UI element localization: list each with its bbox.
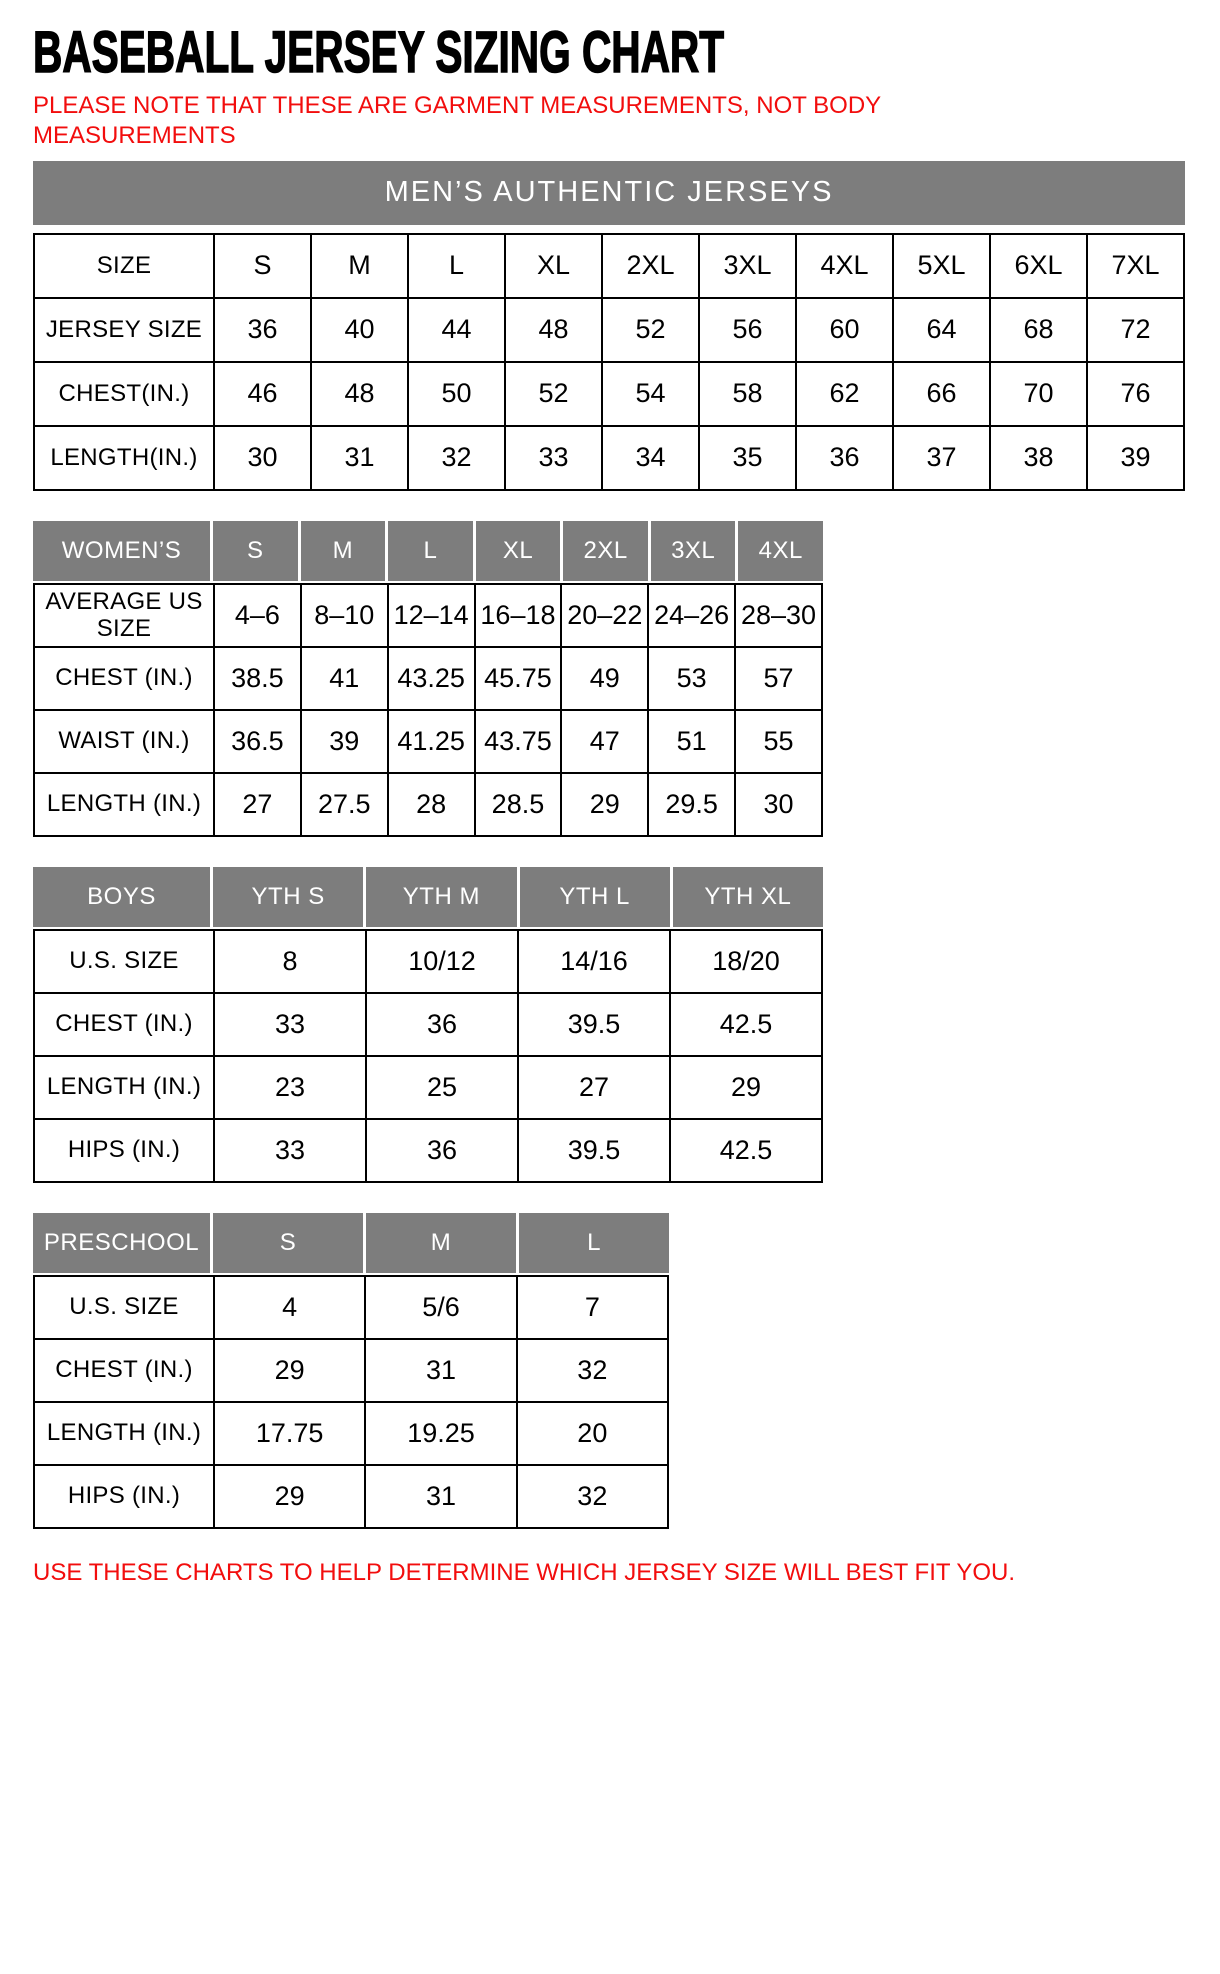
womens-header-row [33,521,823,581]
table-cell: 58 [699,362,796,426]
table-cell: 19.25 [365,1402,516,1465]
row-label: AVERAGE US SIZE [34,584,214,647]
table-cell: 31 [365,1339,516,1402]
table-cell: 3XL [699,234,796,298]
table-row [34,993,822,1056]
table-cell: 42.5 [670,993,822,1056]
table-cell: 6XL [990,234,1087,298]
preschool-sizing-table-section [33,1213,669,1529]
row-label: CHEST (IN.) [34,1339,214,1402]
table-row [34,930,822,993]
row-label: CHEST (IN.) [34,993,214,1056]
table-row [34,234,1184,298]
row-label: LENGTH (IN.) [34,1402,214,1465]
column-header: 2XL [563,521,651,581]
table-cell: 34 [602,426,699,490]
table-cell: 28.5 [475,773,562,836]
womens-table [33,583,823,837]
table-cell: 29 [214,1465,365,1528]
table-cell: 36 [214,298,311,362]
table-row [34,426,1184,490]
table-row [34,584,822,647]
table-cell: 36 [796,426,893,490]
row-label: CHEST(IN.) [34,362,214,426]
table-cell: L [408,234,505,298]
boys-sizing-table-section [33,867,823,1183]
table-row [34,1402,668,1465]
table-row [34,298,1184,362]
table-cell: 40 [311,298,408,362]
table-cell: 36 [366,993,518,1056]
table-cell: 27 [214,773,301,836]
table-row [34,1056,822,1119]
table-cell: 43.75 [475,710,562,773]
table-row [34,1465,668,1528]
table-cell: 2XL [602,234,699,298]
row-label: U.S. SIZE [34,1276,214,1339]
table-cell: 5/6 [365,1276,516,1339]
column-header: 3XL [651,521,739,581]
row-label: SIZE [34,234,214,298]
table-cell: 8 [214,930,366,993]
table-cell: 7XL [1087,234,1184,298]
table-cell: 32 [517,1339,668,1402]
table-cell: 23 [214,1056,366,1119]
table-cell: 35 [699,426,796,490]
table-cell: 55 [735,710,822,773]
preschool-header-row [33,1213,669,1273]
table-cell: 27.5 [301,773,388,836]
table-cell: 24–26 [648,584,735,647]
footer-note: USE THESE CHARTS TO HELP DETERMINE WHICH JERSEY SIZE WILL BEST FIT YOU. [33,1558,1016,1586]
table-row [34,647,822,710]
table-cell: 47 [561,710,648,773]
table-cell: 41.25 [388,710,475,773]
column-header: YTH L [520,867,673,927]
table-cell: 29 [670,1056,822,1119]
table-cell: 30 [735,773,822,836]
table-cell: 5XL [893,234,990,298]
table-cell: 33 [214,1119,366,1182]
column-header: YTH M [366,867,519,927]
table-cell: 64 [893,298,990,362]
table-cell: 31 [311,426,408,490]
boys-header-row [33,867,823,927]
table-cell: 38.5 [214,647,301,710]
table-cell: 52 [505,362,602,426]
column-header: S [213,521,301,581]
column-header: YTH S [213,867,366,927]
table-cell: 51 [648,710,735,773]
table-cell: 25 [366,1056,518,1119]
column-header: L [519,1213,669,1273]
table-cell: 10/12 [366,930,518,993]
table-cell: 44 [408,298,505,362]
table-cell: 16–18 [475,584,562,647]
table-cell: 39 [301,710,388,773]
table-cell: 49 [561,647,648,710]
column-header: M [301,521,389,581]
table-cell: 56 [699,298,796,362]
table-row [34,773,822,836]
table-cell: 52 [602,298,699,362]
row-label: LENGTH (IN.) [34,1056,214,1119]
table-cell: 66 [893,362,990,426]
column-header: L [388,521,476,581]
preschool-table [33,1275,669,1529]
table-cell: 17.75 [214,1402,365,1465]
table-cell: 30 [214,426,311,490]
table-cell: 12–14 [388,584,475,647]
table-cell: 39.5 [518,993,670,1056]
column-header: M [366,1213,519,1273]
table-cell: 29 [561,773,648,836]
mens-sizing-table-section [33,161,1185,491]
column-header: S [213,1213,366,1273]
table-cell: 48 [311,362,408,426]
table-cell: 62 [796,362,893,426]
table-cell: 37 [893,426,990,490]
table-cell: 38 [990,426,1087,490]
table-cell: 57 [735,647,822,710]
table-cell: 28 [388,773,475,836]
table-row [34,1276,668,1339]
column-header: YTH XL [673,867,823,927]
table-cell: 39.5 [518,1119,670,1182]
table-cell: 4XL [796,234,893,298]
table-cell: 18/20 [670,930,822,993]
row-label: WAIST (IN.) [34,710,214,773]
table-cell: 72 [1087,298,1184,362]
table-cell: 29 [214,1339,365,1402]
table-cell: XL [505,234,602,298]
table-cell: 8–10 [301,584,388,647]
table-cell: 41 [301,647,388,710]
column-header: 4XL [738,521,823,581]
boys-table [33,929,823,1183]
womens-sizing-table-section [33,521,823,837]
table-row [34,1119,822,1182]
page-title: BASEBALL JERSEY SIZING CHART [33,20,725,85]
row-label: U.S. SIZE [34,930,214,993]
table-cell: 29.5 [648,773,735,836]
table-cell: 60 [796,298,893,362]
garment-measurement-note: PLEASE NOTE THAT THESE ARE GARMENT MEASUREMENTS, NOT BODY MEASUREMENTS [33,91,881,149]
table-cell: 14/16 [518,930,670,993]
table-cell: 28–30 [735,584,822,647]
table-cell: 20 [517,1402,668,1465]
row-label: JERSEY SIZE [34,298,214,362]
table-cell: 68 [990,298,1087,362]
row-label: HIPS (IN.) [34,1119,214,1182]
table-cell: M [311,234,408,298]
row-label: LENGTH (IN.) [34,773,214,836]
table-cell: 53 [648,647,735,710]
row-label: HIPS (IN.) [34,1465,214,1528]
table-cell: 4 [214,1276,365,1339]
table-cell: 32 [408,426,505,490]
table-cell: S [214,234,311,298]
table-cell: 33 [505,426,602,490]
table-row [34,362,1184,426]
row-label: LENGTH(IN.) [34,426,214,490]
mens-table [33,233,1185,491]
table-cell: 32 [517,1465,668,1528]
table-cell: 46 [214,362,311,426]
table-cell: 54 [602,362,699,426]
table-cell: 31 [365,1465,516,1528]
table-cell: 42.5 [670,1119,822,1182]
table-cell: 70 [990,362,1087,426]
table-title-cell: WOMEN’S [33,521,213,581]
table-title-cell: BOYS [33,867,213,927]
table-cell: 36.5 [214,710,301,773]
table-cell: 36 [366,1119,518,1182]
table-cell: 76 [1087,362,1184,426]
table-row [34,710,822,773]
table-cell: 43.25 [388,647,475,710]
table-title-cell: PRESCHOOL [33,1213,213,1273]
row-label: CHEST (IN.) [34,647,214,710]
table-cell: 4–6 [214,584,301,647]
table-cell: 20–22 [561,584,648,647]
mens-table-banner: MEN’S AUTHENTIC JERSEYS [33,161,1185,225]
table-cell: 45.75 [475,647,562,710]
table-cell: 33 [214,993,366,1056]
table-cell: 48 [505,298,602,362]
table-cell: 27 [518,1056,670,1119]
table-cell: 7 [517,1276,668,1339]
table-row [34,1339,668,1402]
table-cell: 39 [1087,426,1184,490]
table-cell: 50 [408,362,505,426]
column-header: XL [476,521,564,581]
